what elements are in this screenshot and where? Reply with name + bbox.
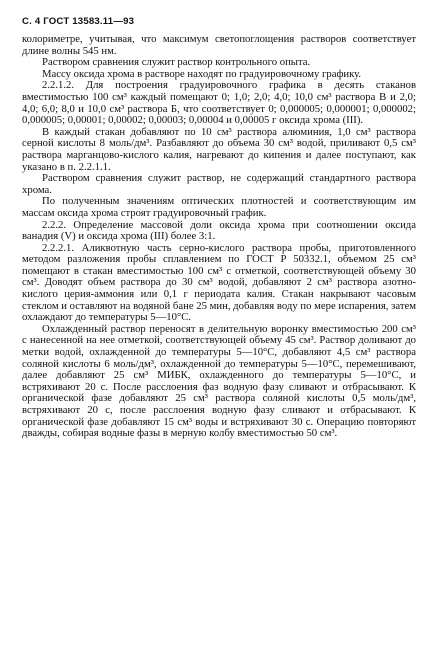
paragraph-2-2-1-2: 2.2.1.2. Для построения градуировочного графика в десять стаканов вместимостью 100 см³ каждый помещают 0; 1,0; 2,0; 4,0; 10,0 см³ раствора В и 2,0; 4,0; 6,0; 8,0 и 10,0 см³ раствора Б, что соответствует 0; 0,000005; 0,000001; 0,000002; 0,000005; 0,00001; 0,00002; 0,00003; 0,00004 и 0,00005 г оксида хрома (III). [22, 79, 416, 127]
paragraph-cooled-solution: Охлажденный раствор переносят в делительную воронку вместимостью 200 см³ с нанесенной на нее отметкой, соответствующей объему 45 см³. Раствор доливают до метки водой, охлажденной до температуры 5—10°С, добавляют 4,5 см³ раствора соляной кислоты 6 моль/дм³, охлажденной до температуры 5—10°С, перемешивают, далее добавляют 25 см³ МИБК, охлажденного до температуры 5—10°С, и встряхивают 20 с. После расслоения фаз водную фазу сливают и отбрасывают. К органической фазе добавляют 25 см³ раствора соляной кислоты 0,5 моль/дм³, встряхивают 20 с, после расслоения водную фазу сливают и отбрасывают. К органической фазе добавляют 15 см³ воды и встряхивают 30 с. Операцию повторяют дважды, собирая водные фазы в мерную колбу вместимостью 50 см³. [22, 322, 416, 440]
document-page [22, 16, 416, 440]
paragraph-reference-solution: Раствором сравнения служит раствор контрольного опыта. [42, 56, 311, 69]
paragraph-build-graph: По полученным значениям оптических плотностей и соответствующим им массам оксида хрома строят градуировочный график. [22, 195, 416, 219]
paragraph-add-aluminium: В каждый стакан добавляют по 10 см³ раствора алюминия, 1,0 см³ раствора серной кислоты 8 моль/дм³. Разбавляют до объема 30 см³ водой, приливают 0,5 см³ раствора марганцово-кислого калия, нагревают до кипения и далее поступают, как указано в п. 2.2.1.1. [22, 125, 416, 173]
paragraph-reference-no-chrome: Раствором сравнения служит раствор, не содержащий стандартного раствора хрома. [22, 172, 416, 196]
paragraph-2-2-2-1: 2.2.2.1. Аликвотную часть серно-кислого раствора пробы, приготовленного методом разложения пробы сплавлением по ГОСТ Р 50332.1, объемом 25 см³ помещают в стакан вместимостью 100 см³ с отметкой, соответствующей объему 30 см³. Доводят объем раствора до 30 см³ водой, добавляют 2 см³ раствора азотно-кислого церия-аммония или 0,1 г периодата калия. Стакан накрывают часовым стеклом и оставляют на водяной бане 25 мин, добавляя воду по мере испарения, затем охлаждают до температуры 5—10°С. [22, 241, 416, 324]
page-header: С. 4 ГОСТ 13583.11—93 [22, 16, 135, 27]
paragraph-mass-from-graph: Массу оксида хрома в растворе находят по градуировочному графику. [42, 67, 362, 80]
paragraph-continuation: колориметре, учитывая, что максимум светопоглощения растворов соответствует длине волны 545 нм. [22, 33, 416, 57]
paragraph-2-2-2: 2.2.2. Определение массовой доли оксида хрома при соотношении оксида ванадия (V) и оксида хрома (III) более 3:1. [22, 218, 416, 243]
